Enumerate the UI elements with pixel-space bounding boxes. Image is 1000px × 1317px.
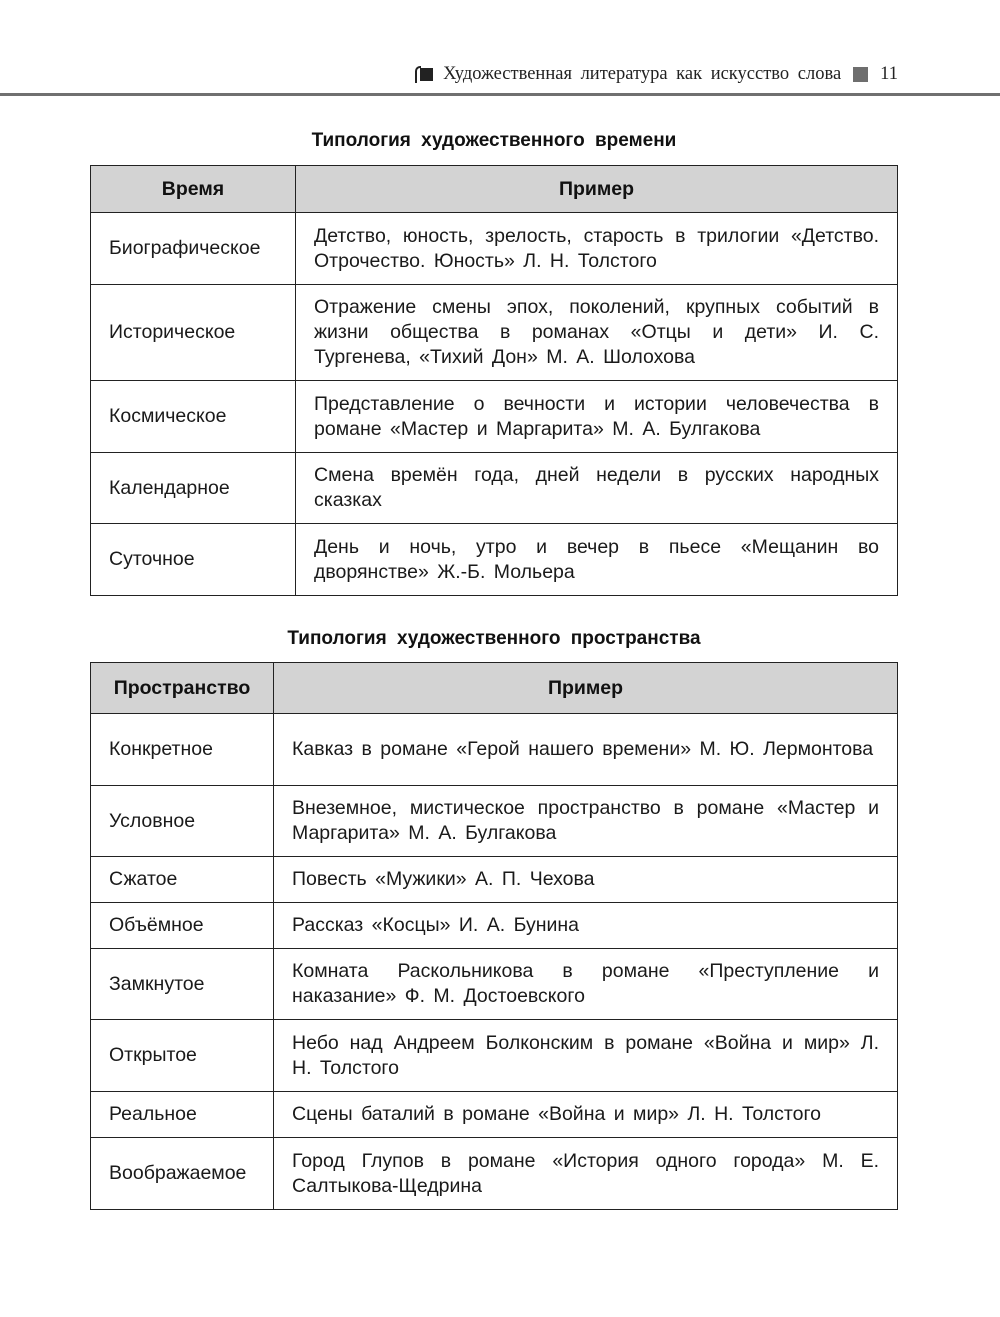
table-header-row [91, 166, 898, 213]
time-table-title: Типология художественного времени [311, 130, 677, 151]
space-table-title: Типология художественного пространства [287, 628, 701, 649]
time-example: Детство, юность, зрелость, старость в трилогии «Детство. Отрочество. Юность» Л. Н. Толстого [296, 213, 898, 285]
space-example: Сцены баталий в романе «Война и мир» Л. Н. Толстого [274, 1092, 898, 1138]
table-row [91, 1092, 898, 1138]
time-example: Представление о вечности и истории человечества в романе «Мастер и Маргарита» М. А. Булгакова [296, 381, 898, 453]
table-row [91, 857, 898, 903]
time-type: Биографическое [91, 213, 296, 285]
space-type: Сжатое [91, 857, 274, 903]
time-type: Космическое [91, 381, 296, 453]
table-row [91, 903, 898, 949]
table-row [91, 213, 898, 285]
space-example: Повесть «Мужики» А. П. Чехова [274, 857, 898, 903]
time-example: День и ночь, утро и вечер в пьесе «Мещанин во дворянстве» Ж.-Б. Мольера [296, 524, 898, 596]
table-row [91, 285, 898, 381]
space-type: Открытое [91, 1020, 274, 1092]
table-row [91, 1138, 898, 1210]
space-typology-table [90, 662, 898, 1210]
reader-book-icon [415, 66, 433, 83]
space-type: Конкретное [91, 714, 274, 786]
space-type: Реальное [91, 1092, 274, 1138]
header-rule [0, 93, 1000, 96]
table-row [91, 949, 898, 1020]
time-type: Историческое [91, 285, 296, 381]
time-typology-table [90, 165, 898, 596]
column-header-time: Время [91, 166, 296, 213]
table-row [91, 381, 898, 453]
space-type: Воображаемое [91, 1138, 274, 1210]
column-header-space: Пространство [91, 663, 274, 714]
space-type: Объёмное [91, 903, 274, 949]
table-row [91, 524, 898, 596]
column-header-example: Пример [274, 663, 898, 714]
time-example: Смена времён года, дней недели в русских народных сказках [296, 453, 898, 524]
column-header-example: Пример [296, 166, 898, 213]
space-example: Рассказ «Косцы» И. А. Бунина [274, 903, 898, 949]
time-example: Отражение смены эпох, поколений, крупных событий в жизни общества в романах «Отцы и дети» И. С. Тургенева, «Тихий Дон» М. А. Шолохова [296, 285, 898, 381]
table-header-row [91, 663, 898, 714]
space-example: Комната Раскольникова в романе «Преступление и наказание» Ф. М. Достоевского [274, 949, 898, 1020]
running-head-content [415, 64, 898, 85]
space-example: Внеземное, мистическое пространство в романе «Мастер и Маргарита» М. А. Булгакова [274, 786, 898, 857]
time-type: Суточное [91, 524, 296, 596]
running-head-title: Художественная литература как искусство слова [443, 64, 842, 84]
square-marker-icon [853, 67, 868, 82]
space-type: Условное [91, 786, 274, 857]
running-head [0, 64, 1000, 94]
time-type: Календарное [91, 453, 296, 524]
space-example: Небо над Андреем Болконским в романе «Война и мир» Л. Н. Толстого [274, 1020, 898, 1092]
space-example: Город Глупов в романе «История одного города» М. Е. Салтыкова-Щедрина [274, 1138, 898, 1210]
table-row [91, 453, 898, 524]
space-type: Замкнутое [91, 949, 274, 1020]
table-row [91, 714, 898, 786]
page-number: 11 [880, 64, 898, 84]
table-row [91, 1020, 898, 1092]
space-example: Кавказ в романе «Герой нашего времени» М. Ю. Лермонтова [274, 714, 898, 786]
table-row [91, 786, 898, 857]
